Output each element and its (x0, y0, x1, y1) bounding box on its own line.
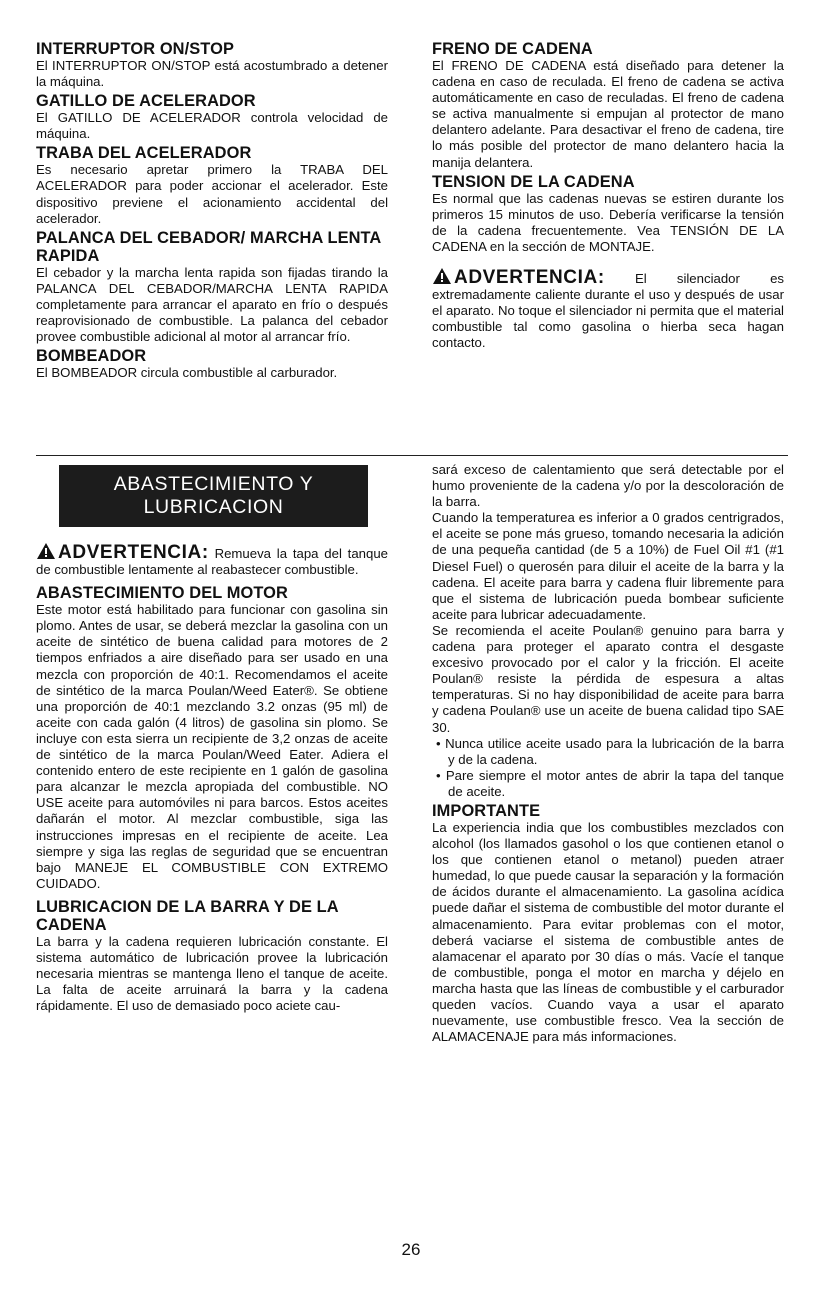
section-text: Es necesario apretar primero la TRABA DEL ACELERADOR para poder accionar el acelerador. Este dispositivo previene el acionamiento accidental del acelerador. (36, 162, 388, 226)
importante-heading: IMPORTANTE (432, 801, 541, 820)
warning-text: Remueva la tapa del tanque de combustible lentamente al reabastecer combustible. (36, 546, 388, 578)
section-text: El INTERRUPTOR ON/STOP está acostumbrado a detener la máquina. (36, 58, 388, 90)
motor-heading: ABASTECIMIENTO DEL MOTOR (36, 584, 288, 603)
tension-heading: TENSION DE LA CADENA (432, 172, 635, 191)
section-heading: BOMBEADOR (36, 347, 147, 366)
bullet-item: • Nunca utilice aceite usado para la lubricación de la barra y de la cadena. (436, 735, 784, 767)
fuel-cap-warning (36, 542, 388, 578)
warning-triangle-icon (36, 542, 56, 560)
motor-text: Este motor está habilitado para funcionar con gasolina sin plomo. Antes de usar, se deberá mezclar la gasolina con un aceite de sintético de buena calidad para motores de 2 tiempos enfriados a aire diseñado para ser usado en una mezcla con proporción de 40:1. Recomendamos el aceite de sintético de la marca Poulan/Weed Eater®. Se obtiene una proporción de 40:1 mezclando 3.2 onzas (95 ml) de aceite con cada galón (4 litros) de gasolina sin plomo. Se incluye con esta sierra un recipiente de 3,2 onzas de aceite de sintético de la marca Poulan/Weed Eater. Adiera el contenido entero de este recipiente en 1 galón de gasolina para alcanzar le mezcla apropiada del combustible. NO USE aceite para automóviles ni para barcos. Estos aceites dañarán el motor. Al mezclar combustible, siga las instrucciones impresas en el recipiente de aceite. Lea siempre y siga las reglas de seguridad que se encuentran bajo MANEJE EL COMBUSTIBLE CON EXTREMO CUIDADO. (36, 602, 388, 891)
section-heading: INTERRUPTOR ON/STOP (36, 40, 235, 58)
section-text: El GATILLO DE ACELERADOR controla velocidad de máquina. (36, 110, 388, 142)
importante-text: La experiencia india que los combustibles mezclados con alcohol (los llamados gasohol o los que contienen etanol o los que contienen etanol o metanol) pueden atraer humedad, lo que puede causar la separación y la formación de ácidos durante el almacenamiento. La gasolina acídica puede dañar el sistema de combustible del motor durante el almacenamiento. Para evitar problemas con el motor, deberá vaciarse el sistema de combustible antes de alamacenar el aparato por 30 días o más. Vacíe el tanque de combustible, ponga el motor en marcha y déjelo en marcha hasta que las líneas de combustible y el carburador queden vacíos. Cuando vaya a usar el aparato nuevamente, use combustible fresco. Vea la sección de ALAMACENAJE para más informaciones. (432, 819, 784, 1045)
paragraph: Cuando la temperaturea es inferior a 0 grados centrigrados, el aceite se pone más grueso, tomando necesaria la adición de una pequeña cantidad (de 5 a 10%) de Fuel Oil #1 (#1 Diesel Fuel) o querosén para diluir el aceite de la barra y la cadena. El aceite para barra y cadena fluir libremente para que el sistema de lubricación pueda bombear suficiente aceite para lubricar adecuadamente. (432, 510, 784, 622)
section-heading: GATILLO DE ACELERADOR (36, 92, 256, 111)
lubrication-heading: LUBRICACION DE LA BARRA Y DE LA CADENA (36, 897, 339, 934)
warning-text: El silenciador es extremadamente caliente durante el uso y después de usar el aparato. No toque el silenciador ni permita que el material combustible tal como gasolina o hierba seca hagan contacto. (432, 271, 784, 351)
top-left-column (36, 40, 388, 381)
tension-text: Es normal que las cadenas nuevas se estiren durante los primeros 15 minutos de uso. Debería verificarse la tensión de la cadena frecuentemente. Vea TENSIÓN DE LA CADENA en la sección de MONTAJE. (432, 190, 784, 254)
page-number: 26 (401, 1240, 421, 1259)
banner-line-2: LUBRICACION (143, 496, 284, 518)
freno-text: El FRENO DE CADENA está diseñado para detener la cadena en caso de reculada. El freno de cadena se activa automáticamente en caso de reculadas. El freno de cadena se activa manualmente si empujan al protector de mano delantero adelante. Para desactivar el freno de cadena, tire lo más posible del protector de mano delantero hacia la manija delantera. (432, 58, 784, 170)
section-divider (36, 455, 788, 456)
warning-triangle-icon (432, 267, 452, 285)
lubrication-text: La barra y la cadena requieren lubricación constante. El sistema automático de lubricación provee la lubricación necesaria mientras se mantenga lleno el tanque de aceite. La falta de aceite arruinará la barra y la cadena rápidamente. El uso de demasiado poco aciete cau- (36, 933, 388, 1014)
section-text: El BOMBEADOR circula combustible al carburador. (36, 365, 338, 381)
paragraph: Se recomienda el aceite Poulan® genuino para barra y cadena para proteger el aparato contra el desgaste excesivo provocado por el calor y la fricción. El aceite Poulan® resiste la pérdida de espesura a altas temperaturas. Si no hay disponibilidad de aceite para barra y cadena Poulan® use un aceite de buena calidad tipo SAE 30. (432, 622, 784, 735)
freno-heading: FRENO DE CADENA (432, 40, 593, 58)
top-right-column (432, 40, 784, 352)
section-text: El cebador y la marcha lenta rapida son fijadas tirando la PALANCA DEL CEBADOR/MARCHA LENTA RAPIDA completamente para arrancar el aparato en frío o después reaprovisionado de combustible. La palanca del cebador provee combustible adicional al motor al arrancar frío. (36, 264, 388, 345)
banner-line-1: ABASTECIMIENTO Y (113, 473, 314, 495)
paragraph: sará exceso de calentamiento que será detectable por el humo proveniente de la cadena y/o por la descoloración de la barra. (432, 462, 784, 510)
bottom-left-column (36, 542, 388, 1014)
muffler-warning (432, 267, 784, 351)
section-heading: PALANCA DEL CEBADOR/ MARCHA LENTA RAPIDA (36, 228, 381, 265)
bottom-right-column (432, 462, 784, 1045)
section-banner (59, 465, 368, 527)
warning-label: ADVERTENCIA: (454, 267, 605, 289)
bullet-item: • Pare siempre el motor antes de abrir la tapa del tanque de aceite. (436, 767, 784, 799)
warning-label: ADVERTENCIA: (58, 542, 209, 563)
section-heading: TRABA DEL ACELERADOR (36, 144, 252, 163)
